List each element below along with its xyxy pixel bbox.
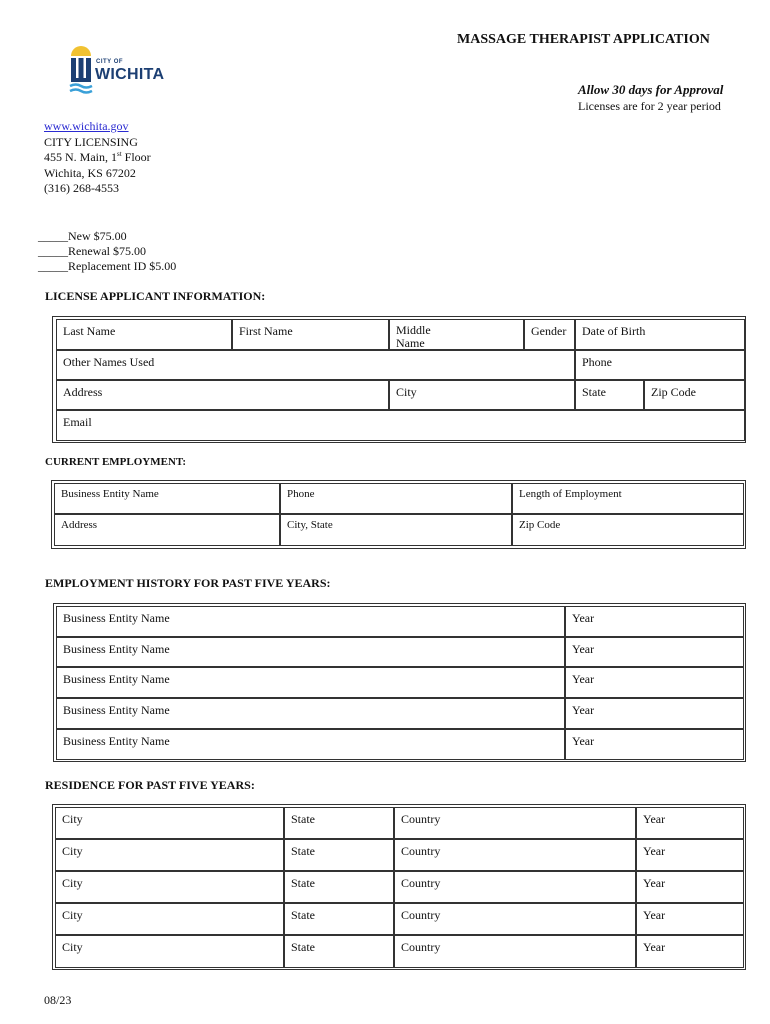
history-business-name-field[interactable]: Business Entity Name [56,667,565,698]
residence-city-field[interactable]: City [55,839,284,871]
history-year-field[interactable]: Year [565,729,744,760]
residence-state-field[interactable]: State [284,903,394,935]
history-business-name-field[interactable]: Business Entity Name [56,606,565,637]
residence-state-field[interactable]: State [284,935,394,968]
fee-new[interactable]: _____New $75.00 [38,229,127,243]
history-section-title: EMPLOYMENT HISTORY FOR PAST FIVE YEARS: [45,576,331,590]
employer-address-field[interactable]: Address [54,514,280,546]
residence-city-field[interactable]: City [55,871,284,903]
residence-year-field[interactable]: Year [636,871,744,903]
applicant-city-field[interactable]: City [389,380,575,410]
contact-phone: (316) 268-4553 [44,181,119,196]
logo-city-of-text: CITY OF [96,59,124,65]
applicant-email-field[interactable]: Email [56,410,745,441]
applicant-state-field[interactable]: State [575,380,644,410]
wichita-emblem-icon [68,44,94,98]
applicant-section-title: LICENSE APPLICANT INFORMATION: [45,289,266,303]
gender-field[interactable]: Gender [524,319,575,350]
employer-name-field[interactable]: Business Entity Name [54,483,280,514]
approval-note: Allow 30 days for Approval [578,82,724,97]
residence-state-field[interactable]: State [284,839,394,871]
history-business-name-field[interactable]: Business Entity Name [56,729,565,760]
employer-zip-field[interactable]: Zip Code [512,514,744,546]
form-title: MASSAGE THERAPIST APPLICATION [457,32,710,47]
first-name-field[interactable]: First Name [232,319,389,350]
form-revision-date: 08/23 [44,993,72,1007]
last-name-field[interactable]: Last Name [56,319,232,350]
history-year-field[interactable]: Year [565,698,744,729]
residence-state-field[interactable]: State [284,807,394,839]
employer-city-state-field[interactable]: City, State [280,514,512,546]
logo-wichita-text: WICHITA [95,66,165,83]
employer-phone-field[interactable]: Phone [280,483,512,514]
employment-length-field[interactable]: Length of Employment [512,483,744,514]
residence-year-field[interactable]: Year [636,903,744,935]
residence-year-field[interactable]: Year [636,839,744,871]
residence-city-field[interactable]: City [55,935,284,968]
department-name: CITY LICENSING [44,134,138,149]
city-of-wichita-logo [68,44,178,98]
history-business-name-field[interactable]: Business Entity Name [56,698,565,729]
street-address: 455 N. Main, 1st Floor [44,150,151,165]
residence-section-title: RESIDENCE FOR PAST FIVE YEARS: [45,778,255,792]
middle-name-field[interactable]: Middle Name [389,319,524,350]
contact-block [44,119,151,197]
employment-section-title: CURRENT EMPLOYMENT: [45,456,187,468]
residence-country-field[interactable]: Country [394,903,636,935]
history-year-field[interactable]: Year [565,637,744,667]
fee-options [38,229,176,274]
residence-state-field[interactable]: State [284,871,394,903]
history-business-name-field[interactable]: Business Entity Name [56,637,565,667]
website-link[interactable]: www.wichita.gov [44,119,129,133]
residence-country-field[interactable]: Country [394,807,636,839]
fee-replacement[interactable]: _____Replacement ID $5.00 [38,259,177,273]
fee-renewal[interactable]: _____Renewal $75.00 [38,244,146,258]
date-of-birth-field[interactable]: Date of Birth [575,319,745,350]
history-year-field[interactable]: Year [565,667,744,698]
residence-year-field[interactable]: Year [636,935,744,968]
residence-country-field[interactable]: Country [394,839,636,871]
residence-year-field[interactable]: Year [636,807,744,839]
residence-city-field[interactable]: City [55,903,284,935]
city-state-zip: Wichita, KS 67202 [44,165,136,180]
applicant-zip-field[interactable]: Zip Code [644,380,745,410]
history-year-field[interactable]: Year [565,606,744,637]
residence-country-field[interactable]: Country [394,871,636,903]
residence-city-field[interactable]: City [55,807,284,839]
applicant-phone-field[interactable]: Phone [575,350,745,380]
license-period-note: Licenses are for 2 year period [578,99,721,113]
residence-country-field[interactable]: Country [394,935,636,968]
applicant-address-field[interactable]: Address [56,380,389,410]
other-names-field[interactable]: Other Names Used [56,350,575,380]
